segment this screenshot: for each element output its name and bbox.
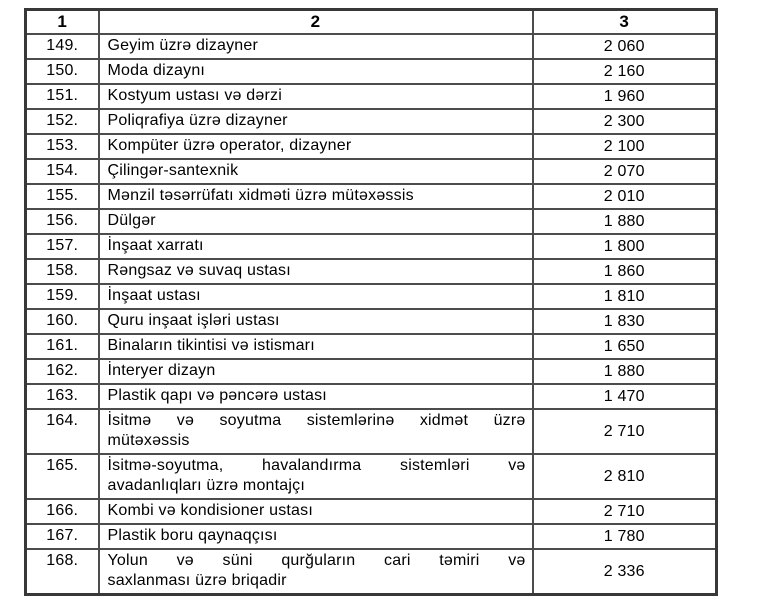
value-cell bbox=[533, 284, 717, 309]
row-number-cell bbox=[26, 184, 99, 209]
row-number: 153. bbox=[46, 137, 79, 154]
row-value: 2 070 bbox=[603, 162, 645, 180]
table-row bbox=[26, 209, 717, 234]
header-col-profession: 2 bbox=[99, 10, 533, 35]
value-cell bbox=[533, 454, 717, 499]
table-row bbox=[26, 184, 717, 209]
value-cell bbox=[533, 59, 717, 84]
row-number-cell bbox=[26, 284, 99, 309]
row-number-cell bbox=[26, 34, 99, 59]
row-value: 1 800 bbox=[603, 237, 645, 255]
row-number: 165. bbox=[46, 457, 79, 474]
profession-cell bbox=[99, 184, 533, 209]
row-number: 161. bbox=[46, 337, 79, 354]
table-row bbox=[26, 59, 717, 84]
row-number-cell bbox=[26, 334, 99, 359]
row-value: 2 010 bbox=[603, 187, 645, 205]
row-number: 159. bbox=[46, 287, 79, 304]
value-cell bbox=[533, 409, 717, 454]
profession-cell bbox=[99, 234, 533, 259]
profession-cell bbox=[99, 209, 533, 234]
row-number-cell bbox=[26, 234, 99, 259]
profession-name: İsitmə və soyutma sistemlərinə xidmət üzrə mütəxəssis bbox=[107, 412, 526, 449]
row-number: 162. bbox=[46, 362, 79, 379]
profession-cell bbox=[99, 499, 533, 524]
value-cell bbox=[533, 524, 717, 549]
row-number: 158. bbox=[46, 262, 79, 279]
profession-name: İnşaat xarratı bbox=[107, 237, 204, 254]
value-cell bbox=[533, 384, 717, 409]
row-number-cell bbox=[26, 359, 99, 384]
table-row bbox=[26, 359, 717, 384]
row-number-cell bbox=[26, 159, 99, 184]
profession-name: Kombi və kondisioner ustası bbox=[107, 502, 314, 519]
row-number: 149. bbox=[46, 37, 79, 54]
profession-cell bbox=[99, 159, 533, 184]
profession-name: İsitmə-soyutma, havalandırma sistemləri və avadanlıqları üzrə montajçı bbox=[107, 457, 526, 494]
row-number: 156. bbox=[46, 212, 79, 229]
table-row bbox=[26, 309, 717, 334]
profession-name: İnşaat ustası bbox=[107, 287, 201, 304]
row-value: 2 100 bbox=[603, 137, 645, 155]
table-row bbox=[26, 84, 717, 109]
row-value: 2 336 bbox=[603, 562, 645, 580]
row-number-cell bbox=[26, 524, 99, 549]
table-row bbox=[26, 334, 717, 359]
profession-name: Yolun və süni qurğuların cari təmiri və saxlanması üzrə briqadir bbox=[107, 552, 526, 589]
profession-name: Poliqrafiya üzrə dizayner bbox=[107, 112, 288, 129]
row-number: 152. bbox=[46, 112, 79, 129]
profession-name: Plastik qapı və pəncərə ustası bbox=[107, 387, 327, 404]
header-row bbox=[26, 10, 717, 35]
profession-cell bbox=[99, 524, 533, 549]
profession-name: Kompüter üzrə operator, dizayner bbox=[107, 137, 352, 154]
table-row bbox=[26, 549, 717, 595]
row-number-cell bbox=[26, 309, 99, 334]
profession-name: Plastik boru qaynaqçısı bbox=[107, 527, 278, 544]
row-value: 2 300 bbox=[603, 112, 645, 130]
table-row bbox=[26, 409, 717, 454]
row-number: 163. bbox=[46, 387, 79, 404]
value-cell bbox=[533, 499, 717, 524]
profession-name: Dülgər bbox=[107, 212, 156, 229]
profession-cell bbox=[99, 334, 533, 359]
row-number-cell bbox=[26, 134, 99, 159]
header-col-value: 3 bbox=[533, 10, 717, 35]
row-value: 2 810 bbox=[603, 467, 645, 485]
row-number: 154. bbox=[46, 162, 79, 179]
value-cell bbox=[533, 34, 717, 59]
row-value: 1 860 bbox=[603, 262, 645, 280]
row-number-cell bbox=[26, 549, 99, 595]
value-cell bbox=[533, 134, 717, 159]
row-value: 1 880 bbox=[603, 362, 645, 380]
row-number-cell bbox=[26, 384, 99, 409]
row-number: 164. bbox=[46, 412, 79, 429]
table-row bbox=[26, 34, 717, 59]
value-cell bbox=[533, 184, 717, 209]
row-value: 1 880 bbox=[603, 212, 645, 230]
header-col-number: 1 bbox=[26, 10, 99, 35]
row-number: 167. bbox=[46, 527, 79, 544]
row-number-cell bbox=[26, 209, 99, 234]
row-number: 151. bbox=[46, 87, 79, 104]
table-row bbox=[26, 234, 717, 259]
table-body bbox=[26, 34, 717, 595]
table-row bbox=[26, 384, 717, 409]
row-value: 2 060 bbox=[603, 37, 645, 55]
value-cell bbox=[533, 234, 717, 259]
profession-name: Çilingər-santexnik bbox=[107, 162, 239, 179]
value-cell bbox=[533, 259, 717, 284]
value-cell bbox=[533, 334, 717, 359]
row-number: 155. bbox=[46, 187, 79, 204]
value-cell bbox=[533, 549, 717, 595]
row-value: 1 810 bbox=[603, 287, 645, 305]
profession-cell bbox=[99, 359, 533, 384]
profession-cell bbox=[99, 259, 533, 284]
profession-name: Quru inşaat işləri ustası bbox=[107, 312, 280, 329]
profession-cell bbox=[99, 549, 533, 595]
profession-name: Moda dizaynı bbox=[107, 62, 206, 79]
value-cell bbox=[533, 159, 717, 184]
profession-cell bbox=[99, 284, 533, 309]
row-number-cell bbox=[26, 259, 99, 284]
table-row bbox=[26, 134, 717, 159]
row-value: 1 780 bbox=[603, 527, 645, 545]
profession-cell bbox=[99, 109, 533, 134]
table-row bbox=[26, 454, 717, 499]
profession-cell bbox=[99, 309, 533, 334]
profession-cell bbox=[99, 454, 533, 499]
row-value: 2 710 bbox=[603, 502, 645, 520]
row-value: 1 470 bbox=[603, 387, 645, 405]
table-row bbox=[26, 524, 717, 549]
table-row bbox=[26, 259, 717, 284]
row-number: 168. bbox=[46, 552, 79, 569]
profession-cell bbox=[99, 34, 533, 59]
value-cell bbox=[533, 209, 717, 234]
value-cell bbox=[533, 109, 717, 134]
row-number-cell bbox=[26, 499, 99, 524]
row-number: 157. bbox=[46, 237, 79, 254]
table-row bbox=[26, 109, 717, 134]
profession-name: Binaların tikintisi və istismarı bbox=[107, 337, 315, 354]
profession-name: Rəngsaz və suvaq ustası bbox=[107, 262, 291, 279]
value-cell bbox=[533, 84, 717, 109]
row-value: 1 650 bbox=[603, 337, 645, 355]
row-number: 166. bbox=[46, 502, 79, 519]
value-cell bbox=[533, 309, 717, 334]
row-number-cell bbox=[26, 84, 99, 109]
profession-cell bbox=[99, 409, 533, 454]
profession-cell bbox=[99, 134, 533, 159]
row-number: 150. bbox=[46, 62, 79, 79]
profession-cell bbox=[99, 84, 533, 109]
row-number-cell bbox=[26, 109, 99, 134]
profession-name: Kostyum ustası və dərzi bbox=[107, 87, 282, 104]
value-cell bbox=[533, 359, 717, 384]
profession-name: İnteryer dizayn bbox=[107, 362, 216, 379]
profession-cell bbox=[99, 384, 533, 409]
row-number-cell bbox=[26, 409, 99, 454]
row-value: 1 960 bbox=[603, 87, 645, 105]
table-row bbox=[26, 159, 717, 184]
table-row bbox=[26, 499, 717, 524]
profession-name: Mənzil təsərrüfatı xidməti üzrə mütəxəssis bbox=[107, 187, 414, 204]
row-value: 2 710 bbox=[603, 422, 645, 440]
profession-cell bbox=[99, 59, 533, 84]
row-number-cell bbox=[26, 454, 99, 499]
row-number: 160. bbox=[46, 312, 79, 329]
professions-table bbox=[24, 8, 718, 596]
row-value: 2 160 bbox=[603, 62, 645, 80]
row-number-cell bbox=[26, 59, 99, 84]
row-value: 1 830 bbox=[603, 312, 645, 330]
table-row bbox=[26, 284, 717, 309]
profession-name: Geyim üzrə dizayner bbox=[107, 37, 259, 54]
